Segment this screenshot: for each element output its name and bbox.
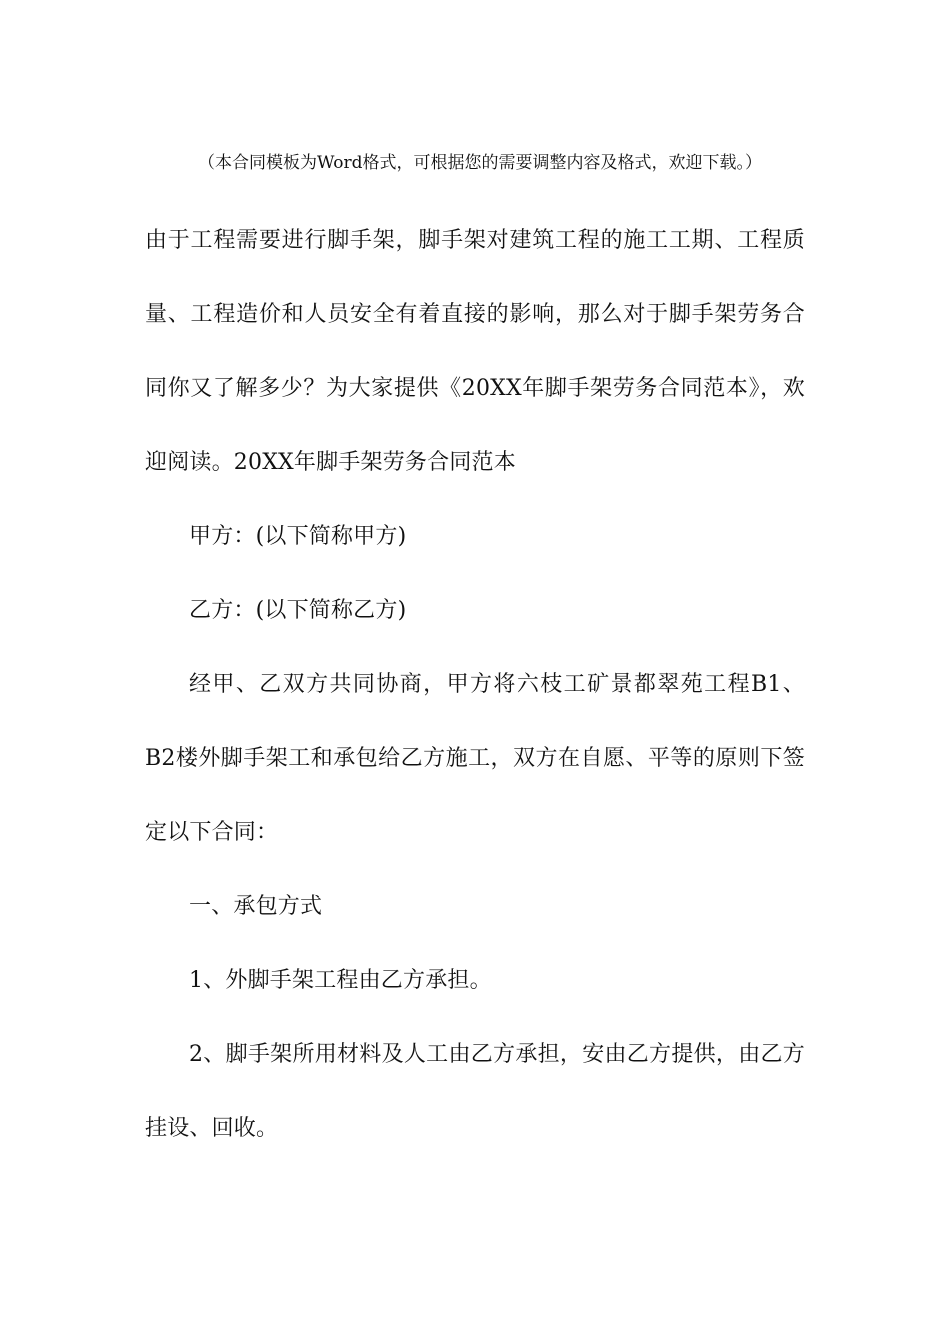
party-b-line: 乙方：(以下简称乙方) bbox=[189, 598, 407, 623]
party-a-line: 甲方：(以下简称甲方) bbox=[189, 524, 407, 549]
clause-item-2: 2、脚手架所用材料及人工由乙方承担，安由乙方提供，由乙方挂设、回收。 bbox=[145, 1042, 805, 1141]
agreement-paragraph: 经甲、乙双方共同协商，甲方将六枝工矿景都翠苑工程B1、B2楼外脚手架工和承包给乙方施工，双方在自愿、平等的原则下签定以下合同： bbox=[145, 672, 805, 845]
section-1-heading: 一、承包方式 bbox=[189, 894, 323, 919]
intro-paragraph: 由于工程需要进行脚手架，脚手架对建筑工程的施工工期、工程质量、工程造价和人员安全有着直接的影响，那么对于脚手架劳务合同你又了解多少？为大家提供《20XX年脚手架劳务合同范本》，欢迎阅读。20XX年脚手架劳务合同范本 bbox=[145, 228, 805, 475]
template-note: （本合同模板为Word格式，可根据您的需要调整内容及格式，欢迎下载。） bbox=[197, 153, 763, 173]
clause-item-1: 1、外脚手架工程由乙方承担。 bbox=[189, 968, 492, 993]
